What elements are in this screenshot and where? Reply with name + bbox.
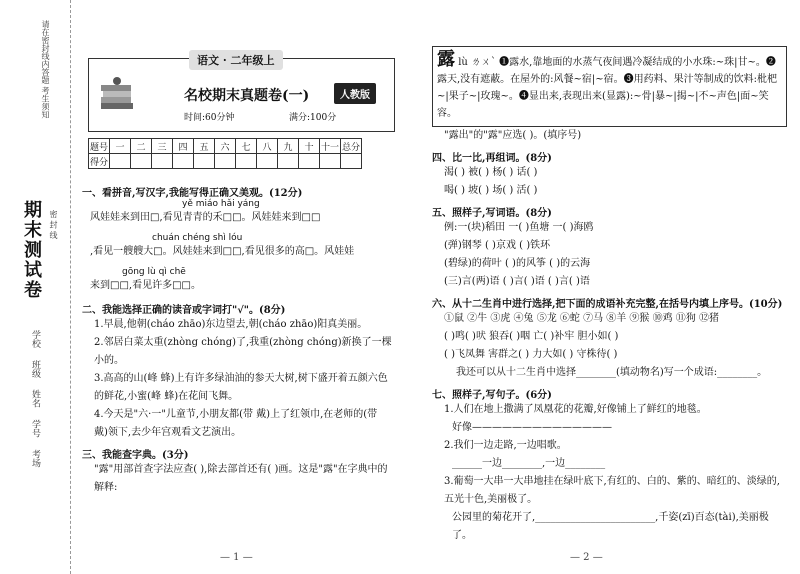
score-input[interactable] xyxy=(110,154,131,169)
choice-item[interactable]: 3.高高的山(峰 蜂)上有许多绿油油的参天大树,树下盛开着五颜六色的鲜花,小蜜(峰 蜂)在花间飞舞。 xyxy=(94,373,388,402)
dictionary-choice[interactable]: "露出"的"露"应选( )。(填序号) xyxy=(444,130,582,141)
score-input[interactable] xyxy=(173,154,194,169)
pinyin-line: chuán chéng shì lóu xyxy=(152,233,243,243)
score-input[interactable] xyxy=(320,154,341,169)
choice-item[interactable]: 1.早晨,他朝(cháo zhāo)东边望去,朝(cháo zhāo)阳真美丽。 xyxy=(94,319,368,330)
sentence-item: 3.葡萄一大串一大串地挂在绿叶底下,有红的、白的、紫的、暗红的、淡绿的,五光十色,美丽极了。 xyxy=(444,476,780,505)
score-input[interactable] xyxy=(131,154,152,169)
page-number-2: — 2 — xyxy=(570,552,603,563)
pinyin-line: yě miáo hǎi yáng xyxy=(182,199,260,209)
field-name: 姓名 xyxy=(30,389,40,408)
sentence-item: 1.人们在地上撒满了凤凰花的花瓣,好像铺上了鲜红的地毯。 xyxy=(444,404,707,415)
field-id: 学号 xyxy=(30,419,40,438)
sentence-answer[interactable]: 好像—————————————— xyxy=(452,422,612,433)
score-cell: 总分 xyxy=(341,139,362,154)
score-input[interactable] xyxy=(299,154,320,169)
right-column xyxy=(432,46,787,545)
left-column xyxy=(82,180,394,497)
sidebar xyxy=(0,0,71,574)
page-title: 名校期末真题卷(一) xyxy=(184,88,310,104)
edition-badge: 人教版 xyxy=(334,83,376,104)
section-2-title: 二、我能选择正确的读音或字词打"√"。(8分) xyxy=(82,305,286,316)
page-number-1: — 1 — xyxy=(220,552,253,563)
section-7-title: 七、照样子,写句子。(6分) xyxy=(432,390,552,401)
section-6-title: 六、从十二生肖中进行选择,把下面的成语补充完整,在括号内填上序号。(10分) xyxy=(432,299,783,310)
field-class: 班级 xyxy=(30,359,40,378)
sidebar-label: 期末测试卷 xyxy=(21,200,42,300)
score-cell: 七 xyxy=(236,139,257,154)
word-row[interactable]: 喝( ) 坡( ) 场( ) 活( ) xyxy=(444,185,538,196)
writing-line[interactable]: ,看见一艘艘大□。风娃娃来到□□,看见很多的高□。风娃娃 xyxy=(90,246,355,257)
sidebar-notice: 请在密封线内答题 考生须知 xyxy=(41,20,50,119)
seal-line-text: 密 封 线 xyxy=(49,210,58,240)
word-row[interactable]: (碧绿)的荷叶 ( )的风筝 ( )的云海 xyxy=(444,258,591,269)
score-cell: 六 xyxy=(215,139,236,154)
header-box xyxy=(88,54,395,132)
score-cell: 四 xyxy=(173,139,194,154)
section-5-title: 五、照样子,写词语。(8分) xyxy=(432,208,552,219)
sentence-answer[interactable]: ______一边________,一边________ xyxy=(452,458,606,469)
dictionary-char: 露 xyxy=(437,49,455,70)
score-input[interactable] xyxy=(278,154,299,169)
score-cell: 题号 xyxy=(89,139,110,154)
score-input[interactable] xyxy=(215,154,236,169)
word-row[interactable]: 渴( ) 被( ) 杨( ) 话( ) xyxy=(444,167,538,178)
choice-item[interactable]: 2.邻居白菜太重(zhòng chóng)了,我重(zhòng chóng)新换了一棵小的。 xyxy=(94,337,392,366)
score-cell: 十一 xyxy=(320,139,341,154)
section-4-title: 四、比一比,再组词。(8分) xyxy=(432,153,552,164)
word-row[interactable]: (弹)钢琴 ( )京戏 ( )铁环 xyxy=(444,240,551,251)
score-cell: 一 xyxy=(110,139,131,154)
field-room: 考场 xyxy=(30,449,40,468)
zodiac-options: ①鼠 ②牛 ③虎 ④兔 ⑤龙 ⑥蛇 ⑦马 ⑧羊 ⑨猴 ⑩鸡 ⑪狗 ⑫猪 xyxy=(444,313,719,324)
score-cell: 九 xyxy=(278,139,299,154)
dictionary-definition: lù ㄌㄨˋ ❶露水,靠地面的水蒸气夜间遇冷凝结成的小水珠:~珠|甘~。❷露天,没有遮蔽。在屋外的:风餐~宿|~宿。❸用药料、果汁等制成的饮料:枇杷~|果子~|玫瑰~。❹显出来,表现出来(显露):~骨|暴~|揭~|不~声色|面~笑容。 xyxy=(437,57,778,119)
word-row[interactable]: 例:一(块)稻田 一( )鱼塘 一( )海鸥 xyxy=(444,222,594,233)
score-cell: 八 xyxy=(257,139,278,154)
idiom-row[interactable]: ( )鸣( )吠 狼吞( )咽 亡( )补牢 胆小如( ) xyxy=(444,331,619,342)
sentence-answer[interactable]: 公园里的菊花开了,________________________,千姿(zī)百态(tài),美丽极了。 xyxy=(452,512,769,541)
section-3-title: 三、我能查字典。(3分) xyxy=(82,450,189,461)
exam-time: 时间:60分钟 xyxy=(184,113,235,123)
score-cell: 五 xyxy=(194,139,215,154)
pinyin-line: gōng lù qì chē xyxy=(122,267,186,277)
writing-line[interactable]: 风娃娃来到田□,看见青青的禾□□。风娃娃来到□□ xyxy=(90,212,321,223)
book-stack-icon xyxy=(97,75,137,111)
dictionary-entry xyxy=(432,46,787,127)
grade-band: 语文 · 二年级上 xyxy=(189,50,283,70)
dictionary-question[interactable]: "露"用部首查字法应查( ),除去部首还有( )画。这是"露"在字典中的解释: xyxy=(94,464,388,493)
field-school: 学校 xyxy=(30,330,40,348)
score-table xyxy=(88,138,362,169)
idiom-row[interactable]: ( )飞凤舞 害群之( ) 力大如( ) 守株待( ) xyxy=(444,349,618,360)
choice-item[interactable]: 4.今天是"六·一"儿童节,小朋友都(带 戴)上了红领巾,在老师的(带 戴)领下,去少年宫观看文艺演出。 xyxy=(94,409,378,438)
word-row[interactable]: (三)言(两)语 ( )言( )语 ( )言( )语 xyxy=(444,276,590,287)
score-input[interactable] xyxy=(257,154,278,169)
score-header-row xyxy=(89,139,362,154)
score-cell: 三 xyxy=(152,139,173,154)
score-value-row xyxy=(89,154,362,169)
score-cell: 二 xyxy=(131,139,152,154)
idiom-question[interactable]: 我还可以从十二生肖中选择________(填动物名)写一个成语:________。 xyxy=(456,367,768,378)
exam-full-score: 满分:100分 xyxy=(289,113,337,123)
score-cell: 十 xyxy=(299,139,320,154)
score-input[interactable] xyxy=(194,154,215,169)
sidebar-fields xyxy=(30,330,40,530)
writing-line[interactable]: 来到□□,看见许多□□。 xyxy=(90,280,201,291)
score-input[interactable] xyxy=(236,154,257,169)
sentence-item: 2.我们一边走路,一边唱歌。 xyxy=(444,440,567,451)
score-input[interactable] xyxy=(341,154,362,169)
section-1-title: 一、看拼音,写汉字,我能写得正确又美观。(12分) xyxy=(82,188,303,199)
score-cell: 得分 xyxy=(89,154,110,169)
score-input[interactable] xyxy=(152,154,173,169)
